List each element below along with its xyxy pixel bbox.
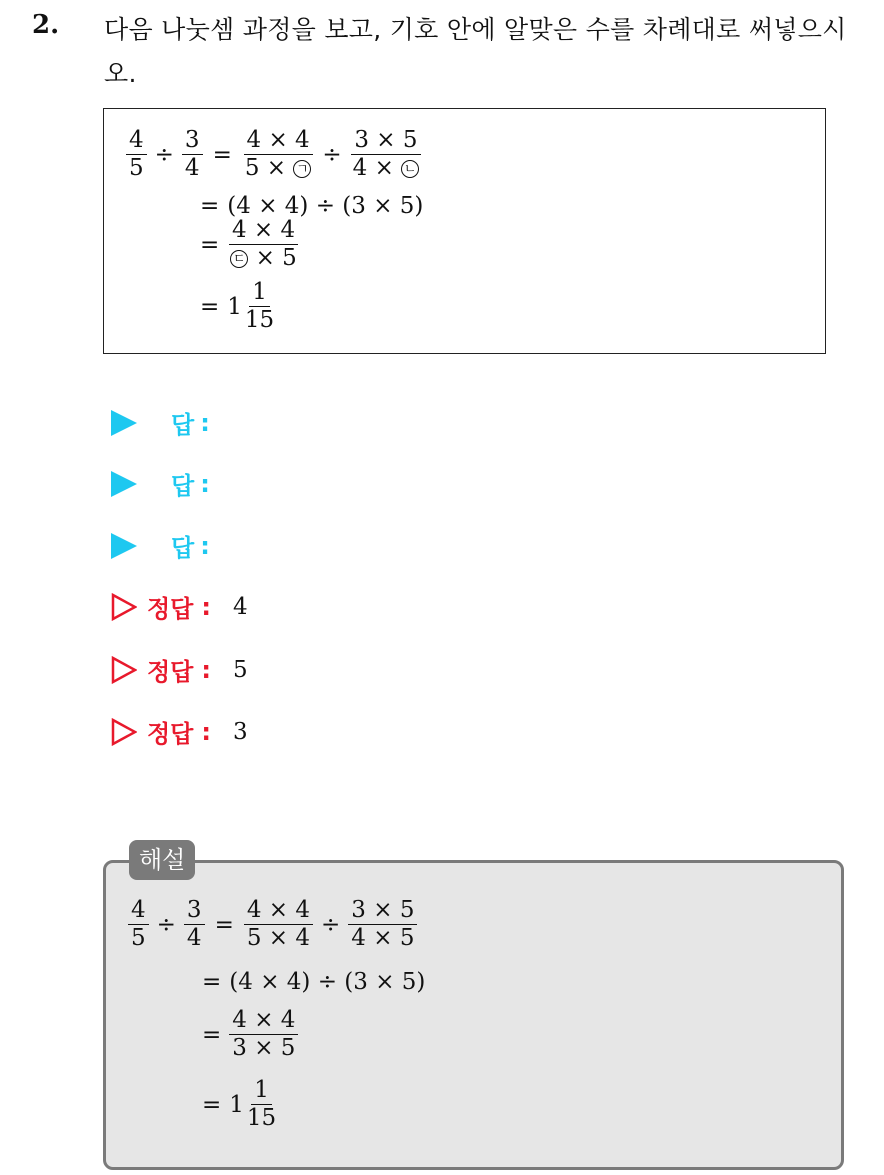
correct-answer-row-1: 정답 : 4 xyxy=(111,589,248,624)
problem-line-1: $\frac{4}{5}$ ÷ $\frac{3}{4}$ = $\frac{4 \times 4}{\text{5 × ㄱ}}$ ÷ $\frac{3 \times 5}{\text{4 × ㄴ}}$ xyxy=(126,129,422,180)
explanation-box xyxy=(103,860,844,1170)
correct-answer-row-2: 정답 : 5 xyxy=(111,652,248,687)
explanation-line-2: = (4 × 4) ÷ (3 × 5) xyxy=(202,969,426,995)
explanation-line-4: = 1 $\frac{1}{15}$ xyxy=(202,1079,279,1130)
answer-row-3[interactable]: 답 : xyxy=(111,528,210,563)
explanation-tag: 해설 xyxy=(129,840,195,880)
correct-value: 4 xyxy=(232,593,248,620)
fraction: $\frac{3 \times 5}{4 \times 5}$ xyxy=(348,899,417,950)
outline-triangle-icon xyxy=(111,656,137,684)
fraction: $\frac{4 \times 4}{\text{ㄷ × 5}}$ xyxy=(227,219,300,270)
problem-line-4: = 1 $\frac{1}{15}$ xyxy=(200,281,277,332)
explanation-line-1: $\frac{4}{5}$ ÷ $\frac{3}{4}$ = $\frac{4 \times 4}{5 \times 4}$ ÷ $\frac{3 \times 5}{4 \times 5}$ xyxy=(128,899,417,950)
fraction: $\frac{4 \times 4}{\text{5 × ㄱ}}$ xyxy=(242,129,315,180)
fraction: $\frac{4 \times 4}{5 \times 4}$ xyxy=(244,899,313,950)
play-triangle-icon xyxy=(111,471,137,497)
outline-triangle-icon xyxy=(111,593,137,621)
fraction: $\frac{3}{4}$ xyxy=(184,899,205,950)
answer-row-2[interactable]: 답 : xyxy=(111,466,210,501)
problem-line-2: = (4 × 4) ÷ (3 × 5) xyxy=(200,193,424,219)
problem-line-3: = $\frac{4 \times 4}{\text{ㄷ × 5}}$ xyxy=(200,219,300,270)
fraction: $\frac{4}{5}$ xyxy=(128,899,149,950)
correct-answer-row-3: 정답 : 3 xyxy=(111,714,248,749)
correct-value: 3 xyxy=(232,718,248,745)
outline-triangle-icon xyxy=(111,718,137,746)
fraction: $\frac{4}{5}$ xyxy=(126,129,147,180)
blank-3: ㄷ xyxy=(230,250,248,268)
fraction: $\frac{4 \times 4}{3 \times 5}$ xyxy=(229,1009,298,1060)
fraction: $\frac{3 \times 5}{\text{4 × ㄴ}}$ xyxy=(350,129,423,180)
question-text: 다음 나눗셈 과정을 보고, 기호 안에 알맞은 수를 차례대로 써넣으시오. xyxy=(104,15,847,88)
play-triangle-icon xyxy=(111,533,137,559)
blank-1: ㄱ xyxy=(293,160,311,178)
correct-value: 5 xyxy=(232,656,248,683)
problem-box xyxy=(103,108,826,354)
answer-row-1[interactable]: 답 : xyxy=(111,405,210,440)
fraction: $\frac{1}{15}$ xyxy=(246,1077,277,1131)
blank-2: ㄴ xyxy=(401,160,419,178)
question-number: 2. xyxy=(32,10,60,40)
play-triangle-icon xyxy=(111,410,137,436)
fraction: $\frac{1}{15}$ xyxy=(244,279,275,333)
explanation-line-3: = $\frac{4 \times 4}{3 \times 5}$ xyxy=(202,1009,298,1060)
fraction: $\frac{3}{4}$ xyxy=(182,129,203,180)
